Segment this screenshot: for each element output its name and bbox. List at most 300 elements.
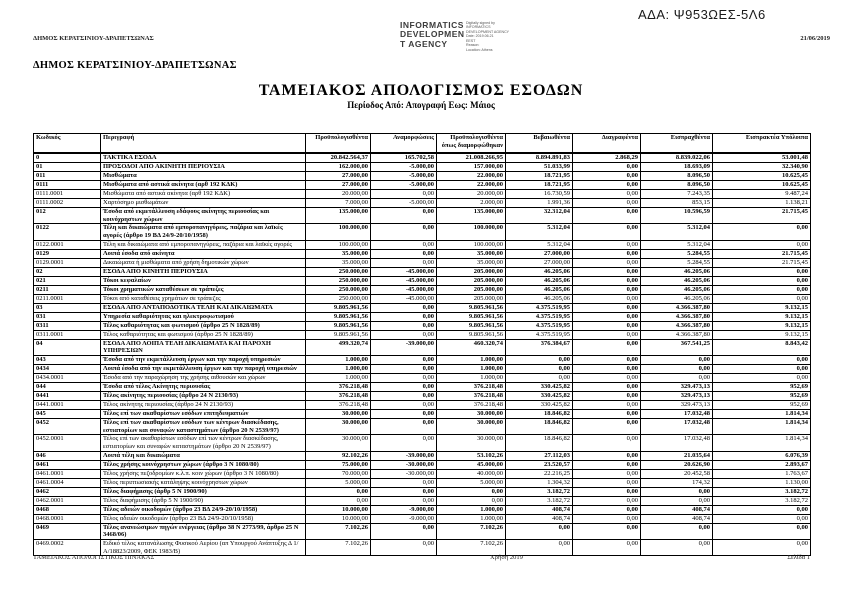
amount-cell: 0,00 bbox=[713, 505, 811, 514]
code-cell: 0441.0001 bbox=[34, 400, 101, 409]
amount-cell: 0,00 bbox=[573, 478, 641, 487]
amount-cell: 0,00 bbox=[573, 355, 641, 364]
amount-cell: 46.205,06 bbox=[641, 285, 713, 294]
amount-cell: 1.000,00 bbox=[306, 364, 371, 373]
code-cell: 0434.0001 bbox=[34, 373, 101, 382]
description-cell: Μισθώματα από αστικά ακίνητα (αρθ 192 ΚΔΚ) bbox=[101, 190, 306, 199]
table-row bbox=[34, 478, 811, 487]
code-cell: 043 bbox=[34, 355, 101, 364]
table-header-row bbox=[34, 134, 811, 154]
amount-cell: 0,00 bbox=[573, 240, 641, 249]
amount-cell: 46.205,06 bbox=[641, 294, 713, 303]
amount-cell: 100.000,00 bbox=[306, 240, 371, 249]
amount-cell: 21.008.266,95 bbox=[437, 153, 506, 163]
amount-cell: 46.205,06 bbox=[506, 285, 573, 294]
amount-cell: 7.102,26 bbox=[306, 523, 371, 539]
amount-cell: -5.000,00 bbox=[371, 199, 437, 208]
table-row bbox=[34, 224, 811, 240]
code-cell: 0311.0001 bbox=[34, 330, 101, 339]
amount-cell: 30.000,00 bbox=[306, 409, 371, 418]
amount-cell: 4.366.387,80 bbox=[641, 303, 713, 312]
amount-cell: 0,00 bbox=[713, 539, 811, 555]
table-row bbox=[34, 391, 811, 400]
amount-cell: 46.205,06 bbox=[506, 294, 573, 303]
amount-cell: 20.842.564,37 bbox=[306, 153, 371, 163]
code-cell: 0452.0001 bbox=[34, 435, 101, 451]
description-cell: Τόκοι χρηματικών καταθέσεων σε τράπεζες bbox=[101, 285, 306, 294]
amount-cell: 0,00 bbox=[371, 249, 437, 258]
code-cell: 0111 bbox=[34, 181, 101, 190]
amount-cell: 0,00 bbox=[437, 487, 506, 496]
amount-cell: 853,15 bbox=[641, 199, 713, 208]
table-row bbox=[34, 294, 811, 303]
amount-cell: 17.032,48 bbox=[641, 418, 713, 434]
table-row bbox=[34, 400, 811, 409]
amount-cell: 8.839.022,06 bbox=[641, 153, 713, 163]
description-cell: Τέλος αδειών οικοδομών (άρθρο 23 ΒΔ 24/9-20/10/1958) bbox=[101, 505, 306, 514]
amount-cell: 0,00 bbox=[371, 224, 437, 240]
description-cell: Τέλος περιπτωσιακής κατάληψης κοινόχρηστων χώρων bbox=[101, 478, 306, 487]
description-cell: Τέλος διαφήμισης (άρθρ 5 Ν 1900/90) bbox=[101, 496, 306, 505]
table-row bbox=[34, 321, 811, 330]
amount-cell: 30.000,00 bbox=[437, 435, 506, 451]
code-cell: 0452 bbox=[34, 418, 101, 434]
amount-cell: -45.000,00 bbox=[371, 285, 437, 294]
column-header: Περιγραφή bbox=[101, 134, 306, 154]
signature-line: Location: Athens bbox=[466, 47, 493, 52]
amount-cell: 0,00 bbox=[641, 355, 713, 364]
table-row bbox=[34, 303, 811, 312]
amount-cell: 9.805.961,56 bbox=[437, 321, 506, 330]
signature-line: EEST bbox=[466, 38, 476, 43]
amount-cell: 376.384,67 bbox=[506, 339, 573, 355]
amount-cell: 330.425,82 bbox=[506, 382, 573, 391]
amount-cell: 0,00 bbox=[573, 249, 641, 258]
amount-cell: -45.000,00 bbox=[371, 267, 437, 276]
amount-cell: 0,00 bbox=[371, 435, 437, 451]
table-row bbox=[34, 249, 811, 258]
table-row bbox=[34, 460, 811, 469]
amount-cell: 35.000,00 bbox=[437, 249, 506, 258]
amount-cell: 0,00 bbox=[573, 418, 641, 434]
amount-cell: 329.473,13 bbox=[641, 382, 713, 391]
amount-cell: -5.000,00 bbox=[371, 181, 437, 190]
table-row bbox=[34, 258, 811, 267]
table-row bbox=[34, 382, 811, 391]
amount-cell: 75.000,00 bbox=[306, 460, 371, 469]
amount-cell: 460.320,74 bbox=[437, 339, 506, 355]
amount-cell: 53.001,48 bbox=[713, 153, 811, 163]
amount-cell: 7.102,26 bbox=[306, 539, 371, 555]
amount-cell: 3.182,72 bbox=[506, 496, 573, 505]
table-row bbox=[34, 505, 811, 514]
description-cell: Τέλη και δικαιώματα από εμποροπανηγύρεις, παζάρια και λαϊκές αγορές (άρθρο 19 ΒΔ 24/9-20/10/1958) bbox=[101, 224, 306, 240]
amount-cell: 100.000,00 bbox=[437, 240, 506, 249]
description-cell: Τέλος ανανεώσιμων πηγών ενέργειας (άρθρο 38 Ν 2773/99, άρθρο 25 Ν 3468/06) bbox=[101, 523, 306, 539]
code-cell: 0122 bbox=[34, 224, 101, 240]
amount-cell: 4.375.519,95 bbox=[506, 303, 573, 312]
amount-cell: 1.000,00 bbox=[437, 355, 506, 364]
amount-cell: 0,00 bbox=[506, 355, 573, 364]
code-cell: 0462 bbox=[34, 487, 101, 496]
ada-number: ΑΔΑ: Ψ953ΩΕΣ-5Λ6 bbox=[638, 7, 766, 22]
table-row bbox=[34, 208, 811, 224]
amount-cell: 0,00 bbox=[573, 364, 641, 373]
amount-cell: 9.805.961,56 bbox=[306, 321, 371, 330]
footer-fiscal-year: Χρήση 2019 bbox=[490, 554, 523, 561]
amount-cell: 0,00 bbox=[306, 487, 371, 496]
description-cell: Έσοδα από την παραχώρηση της χρήσης αιθουσών και χώρων bbox=[101, 373, 306, 382]
amount-cell: 0,00 bbox=[506, 523, 573, 539]
amount-cell: 0,00 bbox=[506, 539, 573, 555]
table-row bbox=[34, 153, 811, 163]
column-header: Αναμορφώσεις bbox=[371, 134, 437, 154]
description-cell: Έσοδα από τέλος Ακίνητης περιουσίας bbox=[101, 382, 306, 391]
amount-cell: 0,00 bbox=[437, 496, 506, 505]
amount-cell: 1.814,34 bbox=[713, 409, 811, 418]
amount-cell: 367.541,25 bbox=[641, 339, 713, 355]
amount-cell: 18.846,82 bbox=[506, 409, 573, 418]
amount-cell: 0,00 bbox=[371, 539, 437, 555]
amount-cell: 376.218,48 bbox=[437, 382, 506, 391]
table-row bbox=[34, 496, 811, 505]
municipality-name: ΔΗΜΟΣ ΚΕΡΑΤΣΙΝΙΟΥ-ΔΡΑΠΕΤΣΩΝΑΣ bbox=[33, 60, 237, 71]
amount-cell: 174,32 bbox=[641, 478, 713, 487]
code-cell: 01 bbox=[34, 163, 101, 172]
description-cell: Χαρτόσημο μισθωμάτων bbox=[101, 199, 306, 208]
description-cell: Τέλος καθαριότητας και φωτισμού (άρθρο 25 Ν 1828/89) bbox=[101, 330, 306, 339]
print-date: 21/06/2019 bbox=[800, 35, 830, 42]
amount-cell: 330.425,82 bbox=[506, 391, 573, 400]
description-cell: Τέλος χρήσης πεζοδρομίων κ.λ.π. κοιν χώρων (άρθρο 3 Ν 1080/80) bbox=[101, 469, 306, 478]
amount-cell: 1.000,00 bbox=[437, 514, 506, 523]
amount-cell: 46.205,06 bbox=[506, 276, 573, 285]
table-row bbox=[34, 373, 811, 382]
amount-cell: 135.000,00 bbox=[306, 208, 371, 224]
amount-cell: 0,00 bbox=[641, 523, 713, 539]
amount-cell: -30.000,00 bbox=[371, 460, 437, 469]
amount-cell: 22.000,00 bbox=[437, 181, 506, 190]
amount-cell: 4.375.519,95 bbox=[506, 321, 573, 330]
amount-cell: 0,00 bbox=[371, 355, 437, 364]
amount-cell: 21.715,45 bbox=[713, 208, 811, 224]
amount-cell: 1.000,00 bbox=[306, 373, 371, 382]
code-cell: 0441 bbox=[34, 391, 101, 400]
amount-cell: -39.000,00 bbox=[371, 339, 437, 355]
amount-cell: 1.000,00 bbox=[437, 364, 506, 373]
code-cell: 0122.0001 bbox=[34, 240, 101, 249]
amount-cell: 46.205,06 bbox=[641, 276, 713, 285]
amount-cell: 0,00 bbox=[573, 469, 641, 478]
amount-cell: 17.032,48 bbox=[641, 435, 713, 451]
footer-report-name: ΤΑΜΕΙΑΚΟΣ ΑΠΟΛΟΓΙΣΤΙΚΟΣ ΠΙΝΑΚΑΣ bbox=[33, 554, 155, 561]
amount-cell: 30.000,00 bbox=[306, 418, 371, 434]
amount-cell: 0,00 bbox=[371, 382, 437, 391]
amount-cell: 499.320,74 bbox=[306, 339, 371, 355]
amount-cell: 376.218,48 bbox=[306, 391, 371, 400]
amount-cell: 0,00 bbox=[713, 294, 811, 303]
amount-cell: 0,00 bbox=[371, 303, 437, 312]
amount-cell: 4.366.387,80 bbox=[641, 312, 713, 321]
code-cell: 045 bbox=[34, 409, 101, 418]
amount-cell: 408,74 bbox=[506, 514, 573, 523]
code-cell: 031 bbox=[34, 312, 101, 321]
amount-cell: 51.033,99 bbox=[506, 163, 573, 172]
amount-cell: 0,00 bbox=[506, 364, 573, 373]
amount-cell: 0,00 bbox=[641, 539, 713, 555]
amount-cell: 162.000,00 bbox=[306, 163, 371, 172]
report-period-subtitle: Περίοδος Από: Απογραφή Εως: Μάιος bbox=[347, 100, 495, 110]
amount-cell: 8.096,50 bbox=[641, 181, 713, 190]
amount-cell: 1.130,00 bbox=[713, 478, 811, 487]
amount-cell: 5.312,04 bbox=[506, 240, 573, 249]
code-cell: 0311 bbox=[34, 321, 101, 330]
amount-cell: 1.000,00 bbox=[437, 505, 506, 514]
description-cell: Τόκοι κεφαλαίων bbox=[101, 276, 306, 285]
amount-cell: 952,69 bbox=[713, 400, 811, 409]
amount-cell: 0,00 bbox=[573, 163, 641, 172]
amount-cell: 0,00 bbox=[506, 373, 573, 382]
amount-cell: 0,00 bbox=[713, 240, 811, 249]
amount-cell: 30.000,00 bbox=[437, 418, 506, 434]
amount-cell: 0,00 bbox=[371, 312, 437, 321]
table-row bbox=[34, 181, 811, 190]
amount-cell: 0,00 bbox=[371, 478, 437, 487]
amount-cell: 9.805.961,56 bbox=[306, 330, 371, 339]
amount-cell: 376.218,48 bbox=[306, 400, 371, 409]
amount-cell: 8.894.891,83 bbox=[506, 153, 573, 163]
table-header bbox=[34, 134, 811, 154]
amount-cell: 952,69 bbox=[713, 391, 811, 400]
description-cell: ΠΡΟΣΟΔΟΙ ΑΠΟ ΑΚΙΝΗΤΗ ΠΕΡΙΟΥΣΙΑ bbox=[101, 163, 306, 172]
description-cell: Τέλος διαφήμισης (άρθρ 5 Ν 1900/90) bbox=[101, 487, 306, 496]
amount-cell: 7.000,00 bbox=[306, 199, 371, 208]
description-cell: Τέλος επί των ακαθαρίστων εσόδων επί των κέντρων διασκέδασης, εστιατορίων και συναφών καταστημάτων (άρθρο 20 Ν 2539/97) bbox=[101, 435, 306, 451]
amount-cell: -9.000,00 bbox=[371, 514, 437, 523]
description-cell: Τέλος επί των ακαθαρίστων εσόδων επιτηδευματιών bbox=[101, 409, 306, 418]
signature-agency-name: INFORMATICS DEVELOPMEN T AGENCY bbox=[400, 20, 465, 49]
amount-cell: 0,00 bbox=[371, 330, 437, 339]
code-cell: 04 bbox=[34, 339, 101, 355]
amount-cell: 376.218,48 bbox=[306, 382, 371, 391]
amount-cell: 250.000,00 bbox=[306, 267, 371, 276]
amount-cell: 0,00 bbox=[713, 523, 811, 539]
amount-cell: 0,00 bbox=[371, 208, 437, 224]
amount-cell: -30.000,00 bbox=[371, 469, 437, 478]
description-cell: Τέλος ακίνητης περιουσίας (άρθρο 24 Ν 2130/93) bbox=[101, 391, 306, 400]
code-cell: 0434 bbox=[34, 364, 101, 373]
amount-cell: 0,00 bbox=[641, 373, 713, 382]
amount-cell: 5.312,04 bbox=[506, 224, 573, 240]
code-cell: 0211.0001 bbox=[34, 294, 101, 303]
amount-cell: 35.000,00 bbox=[306, 249, 371, 258]
table-row bbox=[34, 364, 811, 373]
description-cell: Λοιπά έσοδα από την εκμετάλλευση έργων και την παροχή υπηρεσιών bbox=[101, 364, 306, 373]
code-cell: 0468.0001 bbox=[34, 514, 101, 523]
amount-cell: 0,00 bbox=[573, 400, 641, 409]
amount-cell: 21.715,45 bbox=[713, 258, 811, 267]
amount-cell: 0,00 bbox=[641, 364, 713, 373]
amount-cell: 22.000,00 bbox=[437, 172, 506, 181]
amount-cell: 9.487,24 bbox=[713, 190, 811, 199]
amount-cell: 20.626,90 bbox=[641, 460, 713, 469]
amount-cell: 952,69 bbox=[713, 382, 811, 391]
amount-cell: 7.102,26 bbox=[437, 523, 506, 539]
amount-cell: 5.312,04 bbox=[641, 224, 713, 240]
amount-cell: 21.035,64 bbox=[641, 451, 713, 460]
signature-line: Reason: bbox=[466, 43, 480, 48]
amount-cell: 376.218,48 bbox=[437, 391, 506, 400]
code-cell: 0111.0002 bbox=[34, 199, 101, 208]
amount-cell: 10.625,45 bbox=[713, 181, 811, 190]
code-cell: 0211 bbox=[34, 285, 101, 294]
amount-cell: 27.112,03 bbox=[506, 451, 573, 460]
amount-cell: 0,00 bbox=[573, 267, 641, 276]
amount-cell: 0,00 bbox=[641, 487, 713, 496]
signature-line: DEVELOPMENT AGENCY bbox=[466, 29, 510, 34]
description-cell: Τέλος επί των ακαθαρίστων εσόδων των κέντρων διασκέδασης, εστιατορίων και συναφών καταστημάτων (άρθρο 20 Ν 2539/97) bbox=[101, 418, 306, 434]
amount-cell: 10.625,45 bbox=[713, 172, 811, 181]
amount-cell: 1.000,00 bbox=[306, 355, 371, 364]
code-cell: 044 bbox=[34, 382, 101, 391]
amount-cell: 0,00 bbox=[713, 514, 811, 523]
municipality-name-small: ΔΗΜΟΣ ΚΕΡΑΤΣΙΝΙΟΥ-ΔΡΑΠΕΤΣΩΝΑΣ bbox=[33, 35, 154, 42]
amount-cell: 0,00 bbox=[573, 208, 641, 224]
column-header: Προϋπολογισθέντα bbox=[306, 134, 371, 154]
amount-cell: 0,00 bbox=[306, 496, 371, 505]
amount-cell: 0,00 bbox=[573, 172, 641, 181]
amount-cell: 0,00 bbox=[573, 258, 641, 267]
amount-cell: 7.243,35 bbox=[641, 190, 713, 199]
amount-cell: 53.102,26 bbox=[437, 451, 506, 460]
amount-cell: -5.000,00 bbox=[371, 163, 437, 172]
signature-line: Date: 2019.06.21 bbox=[466, 34, 494, 39]
code-cell: 0111.0001 bbox=[34, 190, 101, 199]
amount-cell: 0,00 bbox=[573, 312, 641, 321]
table-row bbox=[34, 435, 811, 451]
description-cell: Τέλος ακίνητης περιουσίας (άρθρο 24 Ν 2130/93) bbox=[101, 400, 306, 409]
amount-cell: 9.805.961,56 bbox=[437, 303, 506, 312]
amount-cell: 408,74 bbox=[641, 505, 713, 514]
amount-cell: 0,00 bbox=[573, 303, 641, 312]
amount-cell: 0,00 bbox=[371, 240, 437, 249]
amount-cell: 0,00 bbox=[371, 190, 437, 199]
amount-cell: 5.000,00 bbox=[437, 478, 506, 487]
description-cell: ΕΣΟΔΑ ΑΠΟ ΛΟΙΠΑ ΤΕΛΗ ΔΙΚΑΙΩΜΑΤΑ ΚΑΙ ΠΑΡΟΧΗ ΥΠΗΡΕΣΙΩΝ bbox=[101, 339, 306, 355]
amount-cell: 20.000,00 bbox=[306, 190, 371, 199]
amount-cell: 23.520,57 bbox=[506, 460, 573, 469]
amount-cell: 32.340,90 bbox=[713, 163, 811, 172]
amount-cell: 0,00 bbox=[573, 460, 641, 469]
code-cell: 0469.0002 bbox=[34, 539, 101, 555]
column-header: Εισπρακτέα Υπόλοιπα bbox=[713, 134, 811, 154]
code-cell: 0 bbox=[34, 153, 101, 163]
amount-cell: 70.000,00 bbox=[306, 469, 371, 478]
table-row bbox=[34, 285, 811, 294]
amount-cell: 1.138,21 bbox=[713, 199, 811, 208]
amount-cell: 0,00 bbox=[371, 496, 437, 505]
description-cell: Τόκοι από καταθέσεις χρημάτων σε τράπεζες bbox=[101, 294, 306, 303]
amount-cell: 0,00 bbox=[573, 373, 641, 382]
amount-cell: 0,00 bbox=[573, 496, 641, 505]
amount-cell: 2.893,67 bbox=[713, 460, 811, 469]
amount-cell: 0,00 bbox=[573, 181, 641, 190]
amount-cell: 0,00 bbox=[573, 330, 641, 339]
code-cell: 03 bbox=[34, 303, 101, 312]
amount-cell: 9.805.961,56 bbox=[437, 312, 506, 321]
code-cell: 0469 bbox=[34, 523, 101, 539]
amount-cell: 35.000,00 bbox=[306, 258, 371, 267]
table-row bbox=[34, 409, 811, 418]
amount-cell: 0,00 bbox=[713, 285, 811, 294]
amount-cell: 18.693,09 bbox=[641, 163, 713, 172]
amount-cell: 0,00 bbox=[573, 523, 641, 539]
amount-cell: 3.182,72 bbox=[506, 487, 573, 496]
amount-cell: 0,00 bbox=[573, 409, 641, 418]
amount-cell: -9.000,00 bbox=[371, 505, 437, 514]
amount-cell: 0,00 bbox=[573, 339, 641, 355]
amount-cell: 1.814,34 bbox=[713, 418, 811, 434]
amount-cell: 5.312,04 bbox=[641, 240, 713, 249]
amount-cell: 0,00 bbox=[713, 355, 811, 364]
amount-cell: 1.763,67 bbox=[713, 469, 811, 478]
amount-cell: 4.366.387,80 bbox=[641, 321, 713, 330]
amount-cell: 0,00 bbox=[573, 199, 641, 208]
amount-cell: 9.132,15 bbox=[713, 312, 811, 321]
revenue-table-container bbox=[33, 133, 810, 556]
table-row bbox=[34, 514, 811, 523]
amount-cell: 9.132,15 bbox=[713, 321, 811, 330]
amount-cell: 0,00 bbox=[573, 382, 641, 391]
table-row bbox=[34, 267, 811, 276]
amount-cell: 0,00 bbox=[371, 487, 437, 496]
amount-cell: 165.702,58 bbox=[371, 153, 437, 163]
amount-cell: 0,00 bbox=[713, 267, 811, 276]
amount-cell: 0,00 bbox=[371, 523, 437, 539]
amount-cell: 46.205,06 bbox=[641, 267, 713, 276]
amount-cell: -45.000,00 bbox=[371, 276, 437, 285]
amount-cell: 205.000,00 bbox=[437, 276, 506, 285]
amount-cell: 30.000,00 bbox=[306, 435, 371, 451]
table-row bbox=[34, 339, 811, 355]
amount-cell: 27.000,00 bbox=[506, 249, 573, 258]
amount-cell: 205.000,00 bbox=[437, 267, 506, 276]
code-cell: 02 bbox=[34, 267, 101, 276]
amount-cell: 0,00 bbox=[713, 373, 811, 382]
amount-cell: 20.000,00 bbox=[437, 190, 506, 199]
amount-cell: 21.715,45 bbox=[713, 249, 811, 258]
code-cell: 0462.0001 bbox=[34, 496, 101, 505]
amount-cell: 5.000,00 bbox=[306, 478, 371, 487]
amount-cell: 2.868,29 bbox=[573, 153, 641, 163]
signature-line: Digitally signed by bbox=[466, 21, 495, 25]
code-cell: 0461.0004 bbox=[34, 478, 101, 487]
amount-cell: 10.000,00 bbox=[306, 514, 371, 523]
amount-cell: 0,00 bbox=[573, 276, 641, 285]
amount-cell: 7.102,26 bbox=[437, 539, 506, 555]
amount-cell: 0,00 bbox=[573, 190, 641, 199]
amount-cell: 0,00 bbox=[573, 391, 641, 400]
amount-cell: 45.000,00 bbox=[437, 460, 506, 469]
code-cell: 011 bbox=[34, 172, 101, 181]
amount-cell: 27.000,00 bbox=[306, 181, 371, 190]
table-row bbox=[34, 312, 811, 321]
amount-cell: 0,00 bbox=[371, 258, 437, 267]
amount-cell: 0,00 bbox=[573, 514, 641, 523]
description-cell: Τέλος καθαριότητας και φωτισμού (άρθρο 25 Ν 1828/89) bbox=[101, 321, 306, 330]
amount-cell: 40.000,00 bbox=[437, 469, 506, 478]
table-row bbox=[34, 330, 811, 339]
